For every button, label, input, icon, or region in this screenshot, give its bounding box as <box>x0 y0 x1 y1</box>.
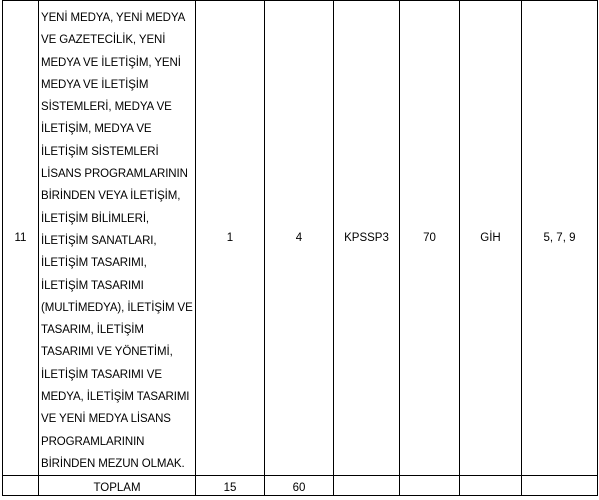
position-count-cell: 4 <box>265 1 334 476</box>
description-line: PROGRAMLARININ <box>41 435 145 448</box>
description-line: BİRİNDEN VEYA İLETİŞİM, <box>41 190 181 203</box>
description-line: MEDYA VE İLETİŞİM, YENİ <box>41 56 181 69</box>
description-line: MEDYA VE İLETİŞİM <box>41 78 149 91</box>
total-empty-cell <box>334 476 400 496</box>
description-line: SİSTEMLERİ, MEDYA VE <box>41 101 172 114</box>
total-empty-cell <box>460 476 522 496</box>
description-line: VE GAZETECİLİK, YENİ <box>41 34 166 47</box>
description-line: TASARIMI VE YÖNETİMİ, <box>41 346 173 359</box>
requirements-table <box>2 0 598 496</box>
description-line: LİSANS PROGRAMLARININ <box>41 168 188 181</box>
description-line: BİRİNDEN MEZUN OLMAK. <box>41 457 185 470</box>
description-line: İLETİŞİM SİSTEMLERİ <box>41 145 159 158</box>
description-line: İLETİŞİM BİLİMLERİ, <box>41 212 150 225</box>
quota-cell: 1 <box>196 1 265 476</box>
total-quota: 15 <box>196 476 265 496</box>
description-line: İLETİŞİM SANATLARI, <box>41 234 157 247</box>
description-line: VE YENİ MEDYA LİSANS <box>41 413 171 426</box>
minimum-score-cell: 70 <box>400 1 460 476</box>
description-line: MEDYA, İLETİŞİM TASARIMI <box>41 391 190 404</box>
row-number: 11 <box>3 1 39 476</box>
description-line: (MULTİMEDYA), İLETİŞİM VE <box>41 301 193 314</box>
total-position-count: 60 <box>265 476 334 496</box>
total-empty-cell <box>3 476 39 496</box>
score-type-cell: KPSSP3 <box>334 1 400 476</box>
total-empty-cell <box>522 476 598 496</box>
total-label: TOPLAM <box>39 476 196 496</box>
description-line: İLETİŞİM, MEDYA VE <box>41 123 152 136</box>
total-row <box>3 476 598 496</box>
description-line: İLETİŞİM TASARIMI, <box>41 257 147 270</box>
qualification-description <box>39 1 196 476</box>
class-cell: GİH <box>460 1 522 476</box>
description-line: YENİ MEDYA, YENİ MEDYA <box>41 12 186 24</box>
description-line: TASARIM, İLETİŞİM <box>41 324 144 337</box>
description-line: İLETİŞİM TASARIMI VE <box>41 368 162 381</box>
total-empty-cell <box>400 476 460 496</box>
table-row <box>3 1 598 476</box>
conditions-cell: 5, 7, 9 <box>522 1 598 476</box>
description-line: İLETİŞİM TASARIMI <box>41 279 144 292</box>
